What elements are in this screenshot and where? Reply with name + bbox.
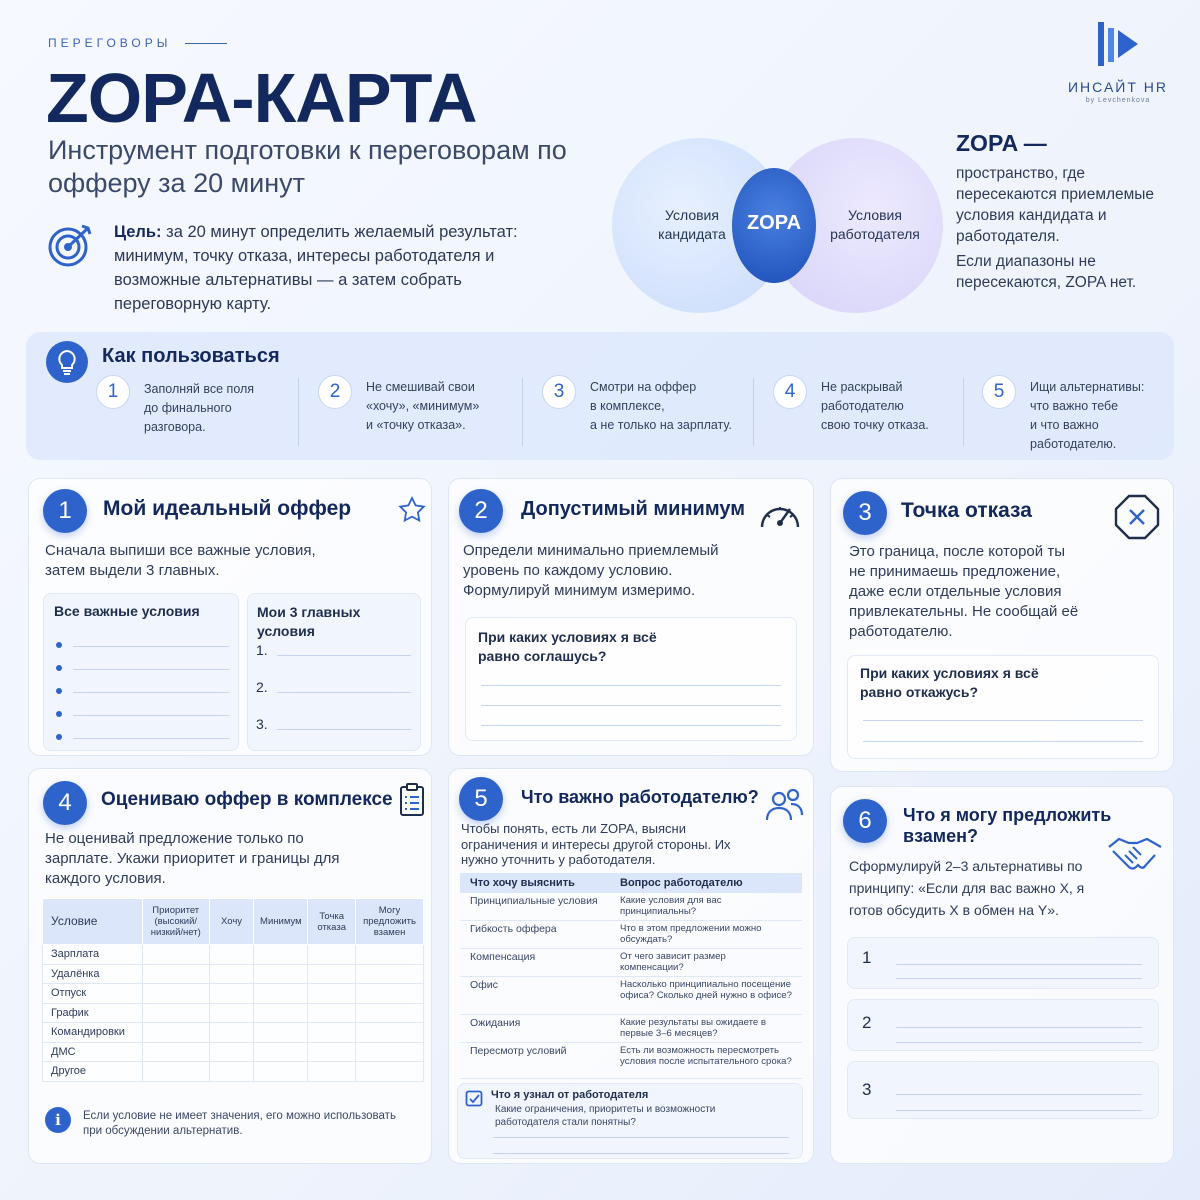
card-title: Мой идеальный оффер: [103, 497, 352, 520]
write-line[interactable]: [896, 1094, 1142, 1095]
input-cell[interactable]: [254, 984, 308, 1004]
bullet: [56, 734, 62, 740]
card-text: Сформулируй 2–3 альтернативы по принципу: «Если для вас важно X, я готов обсудить X в обмен на Y».: [849, 858, 1085, 918]
question-cell: Что в этом предложении можно обсуждать?: [610, 921, 802, 949]
page-subtitle: Инструмент подготовки к переговорам по офферу за 20 минут: [48, 135, 567, 198]
table-row: [460, 921, 802, 949]
people-icon: [765, 787, 805, 823]
card-number-badge: 6: [843, 799, 887, 843]
question-cell: Какие результаты вы ожидаете в первые 3–6 месяцев?: [610, 1015, 802, 1043]
bullet: [56, 688, 62, 694]
card-title: Что важно работодателю?: [521, 787, 759, 807]
how-to-step: [773, 375, 929, 435]
question-box: [847, 655, 1159, 759]
alternative-row: [847, 999, 1159, 1051]
table-row: [460, 977, 802, 1015]
card-text: Это граница, после которой ты не принимаешь предложение, даже если отдельные условия привлекательны. Не сообщай её работодателю.: [849, 543, 1079, 640]
speedometer-icon: [757, 493, 803, 533]
logo-mark-icon: [1096, 20, 1140, 68]
card-text: Определи минимально приемлемый уровень по каждому условию. Формулируй минимум измеримо.: [463, 542, 719, 599]
how-to-step: [96, 375, 254, 437]
column-header: Минимум: [254, 899, 308, 945]
offer-evaluation-table: [42, 898, 424, 1082]
write-line[interactable]: [277, 692, 411, 693]
write-line[interactable]: [73, 692, 229, 693]
goal-body: за 20 минут определить желаемый результат: минимум, точку отказа, интересы работодателя и возможные альтернативы — а затем собрать переговорную карту.: [114, 223, 518, 313]
step-text: Заполняй все поля до финального разговора.: [144, 382, 255, 434]
card-title: Оцениваю оффер в комплексе: [101, 789, 393, 810]
goal-text: [114, 220, 554, 316]
write-line[interactable]: [896, 1110, 1142, 1111]
info-icon: i: [45, 1107, 71, 1133]
question-cell: Есть ли возможность пересмотреть условия после испытательного срока?: [610, 1043, 802, 1079]
card-number-badge: 1: [43, 489, 87, 533]
step-divider: [298, 378, 299, 446]
input-cell[interactable]: [254, 964, 308, 984]
step-number: 1: [96, 375, 130, 409]
how-to-step: [542, 375, 732, 435]
topic-cell: Ожидания: [460, 1015, 610, 1043]
card-acceptable-minimum: [448, 478, 814, 756]
clipboard-icon: [399, 783, 425, 817]
table-row: [43, 964, 424, 984]
row-label: ДМС: [43, 1042, 143, 1062]
how-to-step: [318, 375, 479, 435]
row-label: Зарплата: [43, 945, 143, 965]
card-number-badge: 2: [459, 489, 503, 533]
step-text: Смотри на оффер в комплексе, а не только на зарплату.: [590, 380, 732, 432]
table-row: [43, 1003, 424, 1023]
input-cell[interactable]: [308, 984, 356, 1004]
step-divider: [522, 378, 523, 446]
zopa-venn-diagram: [608, 138, 938, 313]
step-divider: [963, 378, 964, 446]
page-title: ZOPA-КАРТА: [46, 59, 477, 137]
question-box: [465, 617, 797, 741]
card-number-badge: 4: [43, 781, 87, 825]
step-number: 3: [542, 375, 576, 409]
card-title: Точка отказа: [901, 499, 1032, 522]
card-text: Не оценивай предложение только по зарплате. Укажи приоритет и границы для каждого условия.: [45, 830, 340, 887]
step-number: 4: [773, 375, 807, 409]
step-number: 5: [982, 375, 1016, 409]
input-cell[interactable]: [142, 1023, 209, 1043]
input-cell[interactable]: [209, 964, 254, 984]
question-cell: Насколько принципиально посещение офиса? Сколько дней нужно в офисе?: [610, 977, 802, 1015]
card-number-badge: 5: [459, 777, 503, 821]
question-cell: Какие условия для вас принципиальны?: [610, 893, 802, 921]
input-cell[interactable]: [254, 1042, 308, 1062]
card-title: Что я могу предложить взамен?: [903, 805, 1112, 846]
topic-cell: Компенсация: [460, 949, 610, 977]
card-text: Чтобы понять, есть ли ZOPA, выясни ограничения и интересы другой стороны. Их нужно уточнить у работодателя.: [461, 821, 731, 867]
lightbulb-icon: [46, 341, 88, 383]
input-cell[interactable]: [308, 1062, 356, 1082]
logo-byline: by Levchenkova: [1085, 97, 1151, 104]
column-header: Точка отказа: [308, 899, 356, 945]
zopa-definition-text: пространство, где пересекаются приемлемые условия кандидата и работодателя.: [956, 165, 1155, 245]
bullet: [56, 711, 62, 717]
write-line[interactable]: [863, 741, 1143, 742]
learned-title: Что я узнал от работодателя: [491, 1089, 649, 1101]
venn-label-candidate: Условия кандидата: [658, 207, 726, 242]
column-header: Хочу: [209, 899, 254, 945]
write-line[interactable]: [73, 738, 229, 739]
venn-label-zopa: ZOPA: [746, 212, 802, 234]
item-number: 2: [862, 1013, 872, 1032]
input-cell[interactable]: [142, 945, 209, 965]
input-cell[interactable]: [356, 945, 424, 965]
write-line[interactable]: [277, 729, 411, 730]
brand-logo: [1058, 20, 1178, 104]
card-alternatives: [830, 786, 1174, 1164]
step-text: Не смешивай свои «хочу», «минимум» и «точку отказа».: [366, 380, 480, 432]
step-text: Не раскрывай работодателю свою точку отказа.: [821, 380, 929, 432]
row-label: Командировки: [43, 1023, 143, 1043]
topic-cell: Пересмотр условий: [460, 1043, 610, 1079]
row-label: Другое: [43, 1062, 143, 1082]
input-cell[interactable]: [308, 964, 356, 984]
column-header: Вопрос работодателю: [610, 873, 802, 893]
input-cell[interactable]: [356, 964, 424, 984]
zopa-definition-note: Если диапазоны не пересекаются, ZOPA нет.: [956, 253, 1137, 291]
write-line[interactable]: [896, 964, 1142, 965]
input-cell[interactable]: [142, 1042, 209, 1062]
question-text: При каких условиях я всё равно соглашусь?: [478, 629, 657, 664]
item-number: 3: [862, 1080, 872, 1099]
write-line[interactable]: [863, 720, 1143, 721]
table-row: [460, 1043, 802, 1079]
how-to-title: Как пользоваться: [102, 345, 280, 367]
row-label: Отпуск: [43, 984, 143, 1004]
table-row: [460, 1015, 802, 1043]
checklist-icon: [465, 1089, 483, 1107]
card-walkaway-point: [830, 478, 1174, 772]
logo-name: ИНСАЙТ HR: [1067, 79, 1169, 95]
input-cell[interactable]: [356, 1042, 424, 1062]
zopa-definition: [956, 130, 1186, 297]
write-line[interactable]: [493, 1153, 789, 1154]
venn-label-employer: Условия работодателя: [830, 207, 920, 242]
write-line[interactable]: [73, 715, 229, 716]
write-line[interactable]: [73, 669, 229, 670]
step-text: Ищи альтернативы: что важно тебе и что важно работодателю.: [1030, 380, 1145, 451]
input-cell[interactable]: [254, 1023, 308, 1043]
write-line[interactable]: [481, 705, 781, 706]
input-cell[interactable]: [308, 1042, 356, 1062]
write-line[interactable]: [493, 1137, 789, 1138]
write-line[interactable]: [481, 725, 781, 726]
box-title: Все важные условия: [54, 603, 200, 619]
table-row: [460, 949, 802, 977]
input-cell[interactable]: [209, 945, 254, 965]
question-text: При каких условиях я всё равно откажусь?: [860, 665, 1039, 700]
input-cell[interactable]: [308, 945, 356, 965]
row-label: Удалёнка: [43, 964, 143, 984]
table-row: [43, 984, 424, 1004]
input-cell[interactable]: [209, 1042, 254, 1062]
goal-label: Цель:: [114, 223, 162, 241]
all-conditions-box: [43, 593, 239, 751]
item-number: 1: [862, 948, 872, 967]
table-row: [460, 893, 802, 921]
column-header: Условие: [43, 899, 143, 945]
input-cell[interactable]: [356, 1023, 424, 1043]
input-cell[interactable]: [209, 1023, 254, 1043]
item-number: 2.: [256, 679, 268, 695]
input-cell[interactable]: [142, 964, 209, 984]
column-header: Приоритет (высокий/ низкий/нет): [142, 899, 209, 945]
input-cell[interactable]: [254, 1003, 308, 1023]
item-number: 3.: [256, 716, 268, 732]
table-row: [43, 1062, 424, 1082]
handshake-icon: [1107, 833, 1163, 877]
employer-questions-table: [460, 873, 802, 1079]
table-row: [43, 1023, 424, 1043]
input-cell[interactable]: [142, 984, 209, 1004]
input-cell[interactable]: [254, 1062, 308, 1082]
target-icon: [46, 220, 96, 270]
row-label: График: [43, 1003, 143, 1023]
topic-cell: Принципиальные условия: [460, 893, 610, 921]
input-cell[interactable]: [356, 1003, 424, 1023]
table-row: [43, 1042, 424, 1062]
topic-cell: Гибкость оффера: [460, 921, 610, 949]
input-cell[interactable]: [209, 984, 254, 1004]
input-cell[interactable]: [308, 1023, 356, 1043]
top-3-conditions-box: [247, 593, 421, 751]
write-line[interactable]: [896, 1027, 1142, 1028]
stop-icon: [1113, 493, 1161, 541]
star-icon: [397, 495, 427, 525]
bullet: [56, 642, 62, 648]
zopa-definition-title: ZOPA —: [956, 130, 1047, 156]
input-cell[interactable]: [356, 1062, 424, 1082]
write-line[interactable]: [277, 655, 411, 656]
alternative-row: [847, 937, 1159, 989]
how-to-step: [982, 375, 1144, 454]
card-ideal-offer: [28, 478, 432, 756]
input-cell[interactable]: [209, 1003, 254, 1023]
card-text: Сначала выпиши все важные условия, затем выдели 3 главных.: [45, 542, 316, 579]
input-cell[interactable]: [209, 1062, 254, 1082]
step-number: 2: [318, 375, 352, 409]
learned-text: Какие ограничения, приоритеты и возможности работодателя стали понятны?: [495, 1104, 716, 1128]
item-number: 1.: [256, 642, 268, 658]
box-title: Мои 3 главных условия: [257, 604, 361, 639]
section-kicker: ПЕРЕГОВОРЫ: [48, 36, 227, 50]
input-cell[interactable]: [142, 1003, 209, 1023]
input-cell[interactable]: [356, 984, 424, 1004]
card-number-badge: 3: [843, 491, 887, 535]
write-line[interactable]: [896, 1042, 1142, 1043]
card-note: Если условие не имеет значения, его можно использовать при обсуждении альтернатив.: [83, 1110, 396, 1137]
topic-cell: Офис: [460, 977, 610, 1015]
input-cell[interactable]: [142, 1062, 209, 1082]
column-header: Могу предложить взамен: [356, 899, 424, 945]
write-line[interactable]: [896, 978, 1142, 979]
input-cell[interactable]: [254, 945, 308, 965]
question-cell: От чего зависит размер компенсации?: [610, 949, 802, 977]
step-divider: [753, 378, 754, 446]
card-title: Допустимый минимум: [521, 498, 746, 520]
column-header: Что хочу выяснить: [460, 873, 610, 893]
bullet: [56, 665, 62, 671]
table-row: [43, 945, 424, 965]
input-cell[interactable]: [308, 1003, 356, 1023]
write-line[interactable]: [481, 685, 781, 686]
write-line[interactable]: [73, 646, 229, 647]
